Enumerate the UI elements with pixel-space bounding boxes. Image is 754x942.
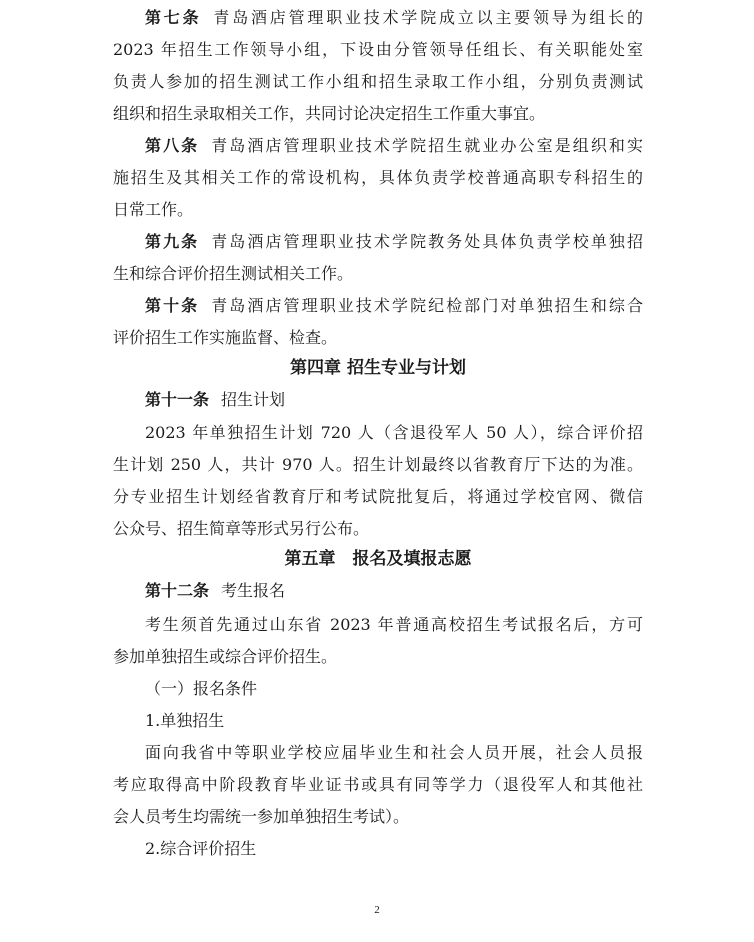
chapter-4-title: 第四章 招生专业与计划 — [290, 358, 466, 378]
article-8-label: 第八条 — [145, 136, 200, 155]
article-9-line-2: 生和综合评价招生测试相关工作。 — [113, 264, 354, 283]
article-7-line-4: 组织和招生录取相关工作，共同讨论决定招生工作重大事宜。 — [113, 104, 546, 123]
item-1-line-2: 考应取得高中阶段教育毕业证书或具有同等学力（退役军人和其他社 — [113, 775, 643, 794]
item-1-line-3: 会人员考生均需统一参加单独招生考试）。 — [113, 807, 410, 826]
article-12-label: 第十二条 — [145, 581, 210, 600]
article-11-line-4: 公众号、招生简章等形式另行公布。 — [113, 519, 370, 538]
article-11-line-1: 2023 年单独招生计划 720 人（含退役军人 50 人），综合评价招 — [145, 423, 643, 442]
article-8-line-2: 施招生及其相关工作的常设机构，具体负责学校普通高职专科招生的 — [113, 168, 643, 187]
article-10-line-2: 评价招生工作实施监督、检查。 — [113, 328, 338, 347]
article-9-label: 第九条 — [145, 232, 200, 251]
article-10-line-1: 第十条 青岛酒店管理职业技术学院纪检部门对单独招生和综合 — [145, 296, 643, 315]
article-7-line-1: 第七条 青岛酒店管理职业技术学院成立以主要领导为组长的 — [145, 8, 643, 27]
section-1-title: （一）报名条件 — [145, 679, 258, 698]
article-7-line-2: 2023 年招生工作领导小组，下设由分管领导任组长、有关职能处室 — [113, 40, 643, 59]
article-8-line-1: 第八条 青岛酒店管理职业技术学院招生就业办公室是组织和实 — [145, 136, 643, 155]
article-9-line-1: 第九条 青岛酒店管理职业技术学院教务处具体负责学校单独招 — [145, 232, 643, 251]
article-11-heading: 第十一条 招生计划 — [145, 390, 286, 409]
article-12-line-1: 考生须首先通过山东省 2023 年普通高校招生考试报名后，方可 — [145, 615, 643, 634]
article-11-label: 第十一条 — [145, 390, 210, 409]
item-1-line-1: 面向我省中等职业学校应届毕业生和社会人员开展，社会人员报 — [145, 743, 643, 762]
item-2-title: 2.综合评价招生 — [145, 839, 257, 858]
article-12-line-2: 参加单独招生或综合评价招生。 — [113, 647, 338, 666]
article-11-line-3: 分专业招生计划经省教育厅和考试院批复后，将通过学校官网、微信 — [113, 487, 643, 506]
article-7-label: 第七条 — [145, 8, 202, 27]
article-11-line-2: 生计划 250 人，共计 970 人。招生计划最终以省教育厅下达的为准。 — [113, 455, 643, 474]
page-number: 2 — [374, 904, 380, 916]
article-7-line-3: 负责人参加的招生测试工作小组和招生录取工作小组，分别负责测试 — [113, 72, 643, 91]
chapter-5-title: 第五章 报名及填报志愿 — [284, 549, 472, 569]
article-8-line-3: 日常工作。 — [113, 200, 194, 219]
article-12-heading: 第十二条 考生报名 — [145, 581, 286, 600]
article-10-label: 第十条 — [145, 296, 200, 315]
item-1-title: 1.单独招生 — [145, 711, 225, 730]
